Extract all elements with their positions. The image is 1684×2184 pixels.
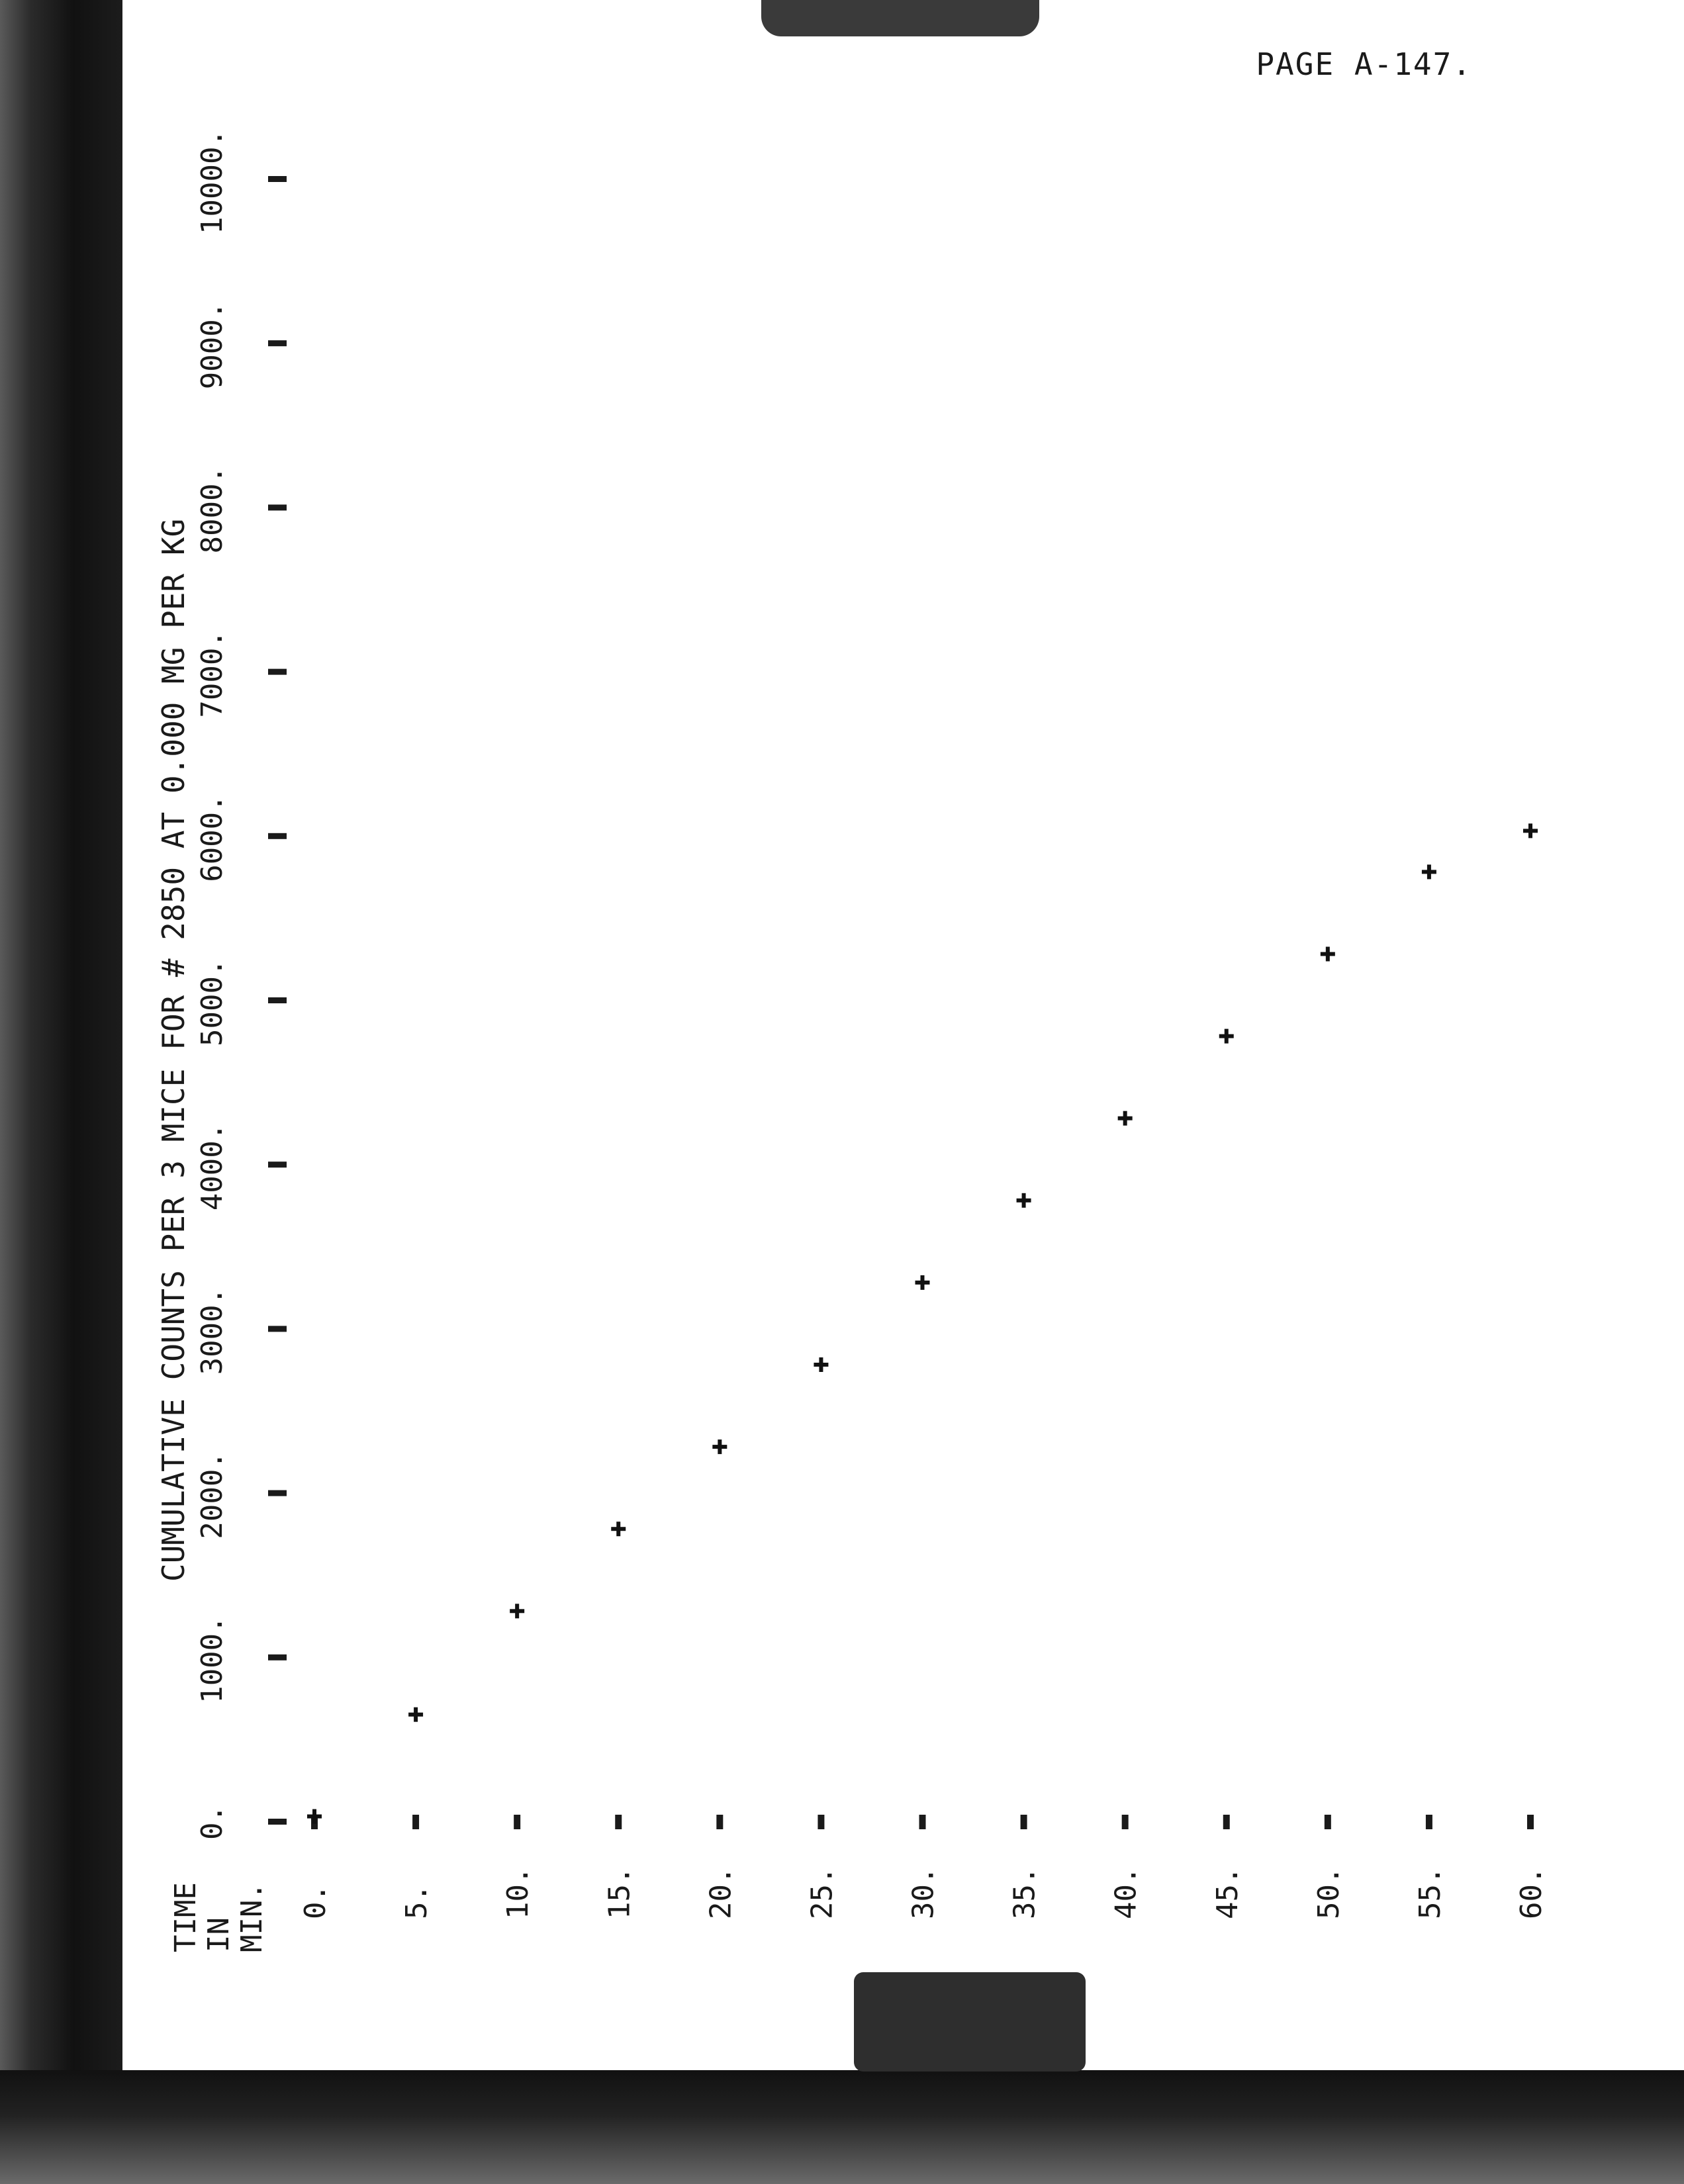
- x-axis-label-line: IN: [202, 1917, 236, 1952]
- y-tick-label: 6000.: [195, 794, 229, 882]
- data-point: [307, 1809, 322, 1824]
- x-tick-label: 30.: [906, 1866, 941, 1919]
- x-tick-mark: [1122, 1815, 1129, 1829]
- data-points: [307, 823, 1538, 1823]
- x-axis-label-line: TIME: [169, 1882, 203, 1952]
- y-tick-mark: [268, 997, 287, 1003]
- data-point: [712, 1439, 727, 1454]
- x-tick-mark: [716, 1815, 723, 1829]
- x-axis-label-line: MIN.: [235, 1882, 269, 1952]
- y-tick-mark: [268, 1819, 287, 1825]
- y-tick-mark: [268, 1655, 287, 1661]
- y-tick-label: 1000.: [195, 1615, 229, 1704]
- x-tick-mark: [615, 1815, 622, 1829]
- y-axis-ticks: [195, 129, 287, 1840]
- y-tick-mark: [268, 833, 287, 839]
- x-tick-label: 35.: [1007, 1866, 1042, 1919]
- data-point: [408, 1707, 423, 1722]
- x-tick-mark: [1426, 1815, 1432, 1829]
- x-tick-label: 55.: [1413, 1866, 1447, 1919]
- data-point: [510, 1604, 524, 1618]
- y-tick-label: 3000.: [195, 1287, 229, 1375]
- x-tick-label: 60.: [1515, 1866, 1548, 1919]
- x-tick-label: 40.: [1109, 1866, 1143, 1919]
- y-tick-mark: [268, 1161, 287, 1167]
- data-point: [1219, 1029, 1234, 1044]
- y-tick-mark: [268, 176, 287, 182]
- data-point: [1017, 1193, 1031, 1208]
- page-number: PAGE A-147.: [1256, 46, 1472, 82]
- chart-title: CUMULATIVE COUNTS PER 3 MICE FOR # 2850 AT 0.000 MG PER KG: [156, 518, 191, 1582]
- x-tick-mark: [1527, 1815, 1534, 1829]
- x-tick-label: 50.: [1311, 1866, 1346, 1919]
- x-tick-label: 0.: [299, 1884, 332, 1919]
- y-tick-label: 5000.: [195, 958, 229, 1046]
- y-tick-label: 0.: [195, 1805, 229, 1840]
- x-axis-ticks: [299, 1815, 1548, 1919]
- y-tick-mark: [268, 504, 287, 510]
- y-tick-label: 7000.: [195, 630, 229, 718]
- x-tick-label: 25.: [805, 1866, 839, 1919]
- data-point: [915, 1275, 930, 1290]
- x-tick-mark: [1325, 1815, 1331, 1829]
- data-point: [1321, 947, 1335, 962]
- chart-title-group: [156, 519, 191, 1582]
- data-point: [1422, 864, 1436, 879]
- x-tick-mark: [1021, 1815, 1027, 1829]
- x-tick-label: 45.: [1210, 1866, 1244, 1919]
- data-point: [1118, 1111, 1133, 1126]
- x-tick-mark: [412, 1815, 419, 1829]
- x-tick-mark: [514, 1815, 520, 1829]
- y-tick-mark: [268, 1490, 287, 1496]
- data-point: [814, 1357, 828, 1372]
- y-tick-label: 10000.: [195, 129, 229, 234]
- x-axis-label: [169, 1882, 269, 1952]
- x-tick-label: 15.: [602, 1866, 637, 1919]
- data-point: [611, 1522, 626, 1536]
- x-tick-mark: [919, 1815, 926, 1829]
- x-tick-label: 10.: [501, 1866, 536, 1919]
- y-tick-mark: [268, 669, 287, 675]
- x-tick-mark: [818, 1815, 824, 1829]
- x-tick-label: 20.: [704, 1866, 738, 1919]
- y-tick-label: 4000.: [195, 1122, 229, 1211]
- y-tick-label: 9000.: [195, 301, 229, 390]
- y-tick-label: 8000.: [195, 465, 229, 554]
- y-tick-label: 2000.: [195, 1451, 229, 1539]
- y-tick-mark: [268, 340, 287, 346]
- x-tick-mark: [1223, 1815, 1230, 1829]
- data-point: [1523, 823, 1538, 838]
- x-tick-label: 5.: [400, 1884, 434, 1919]
- y-tick-mark: [268, 1326, 287, 1332]
